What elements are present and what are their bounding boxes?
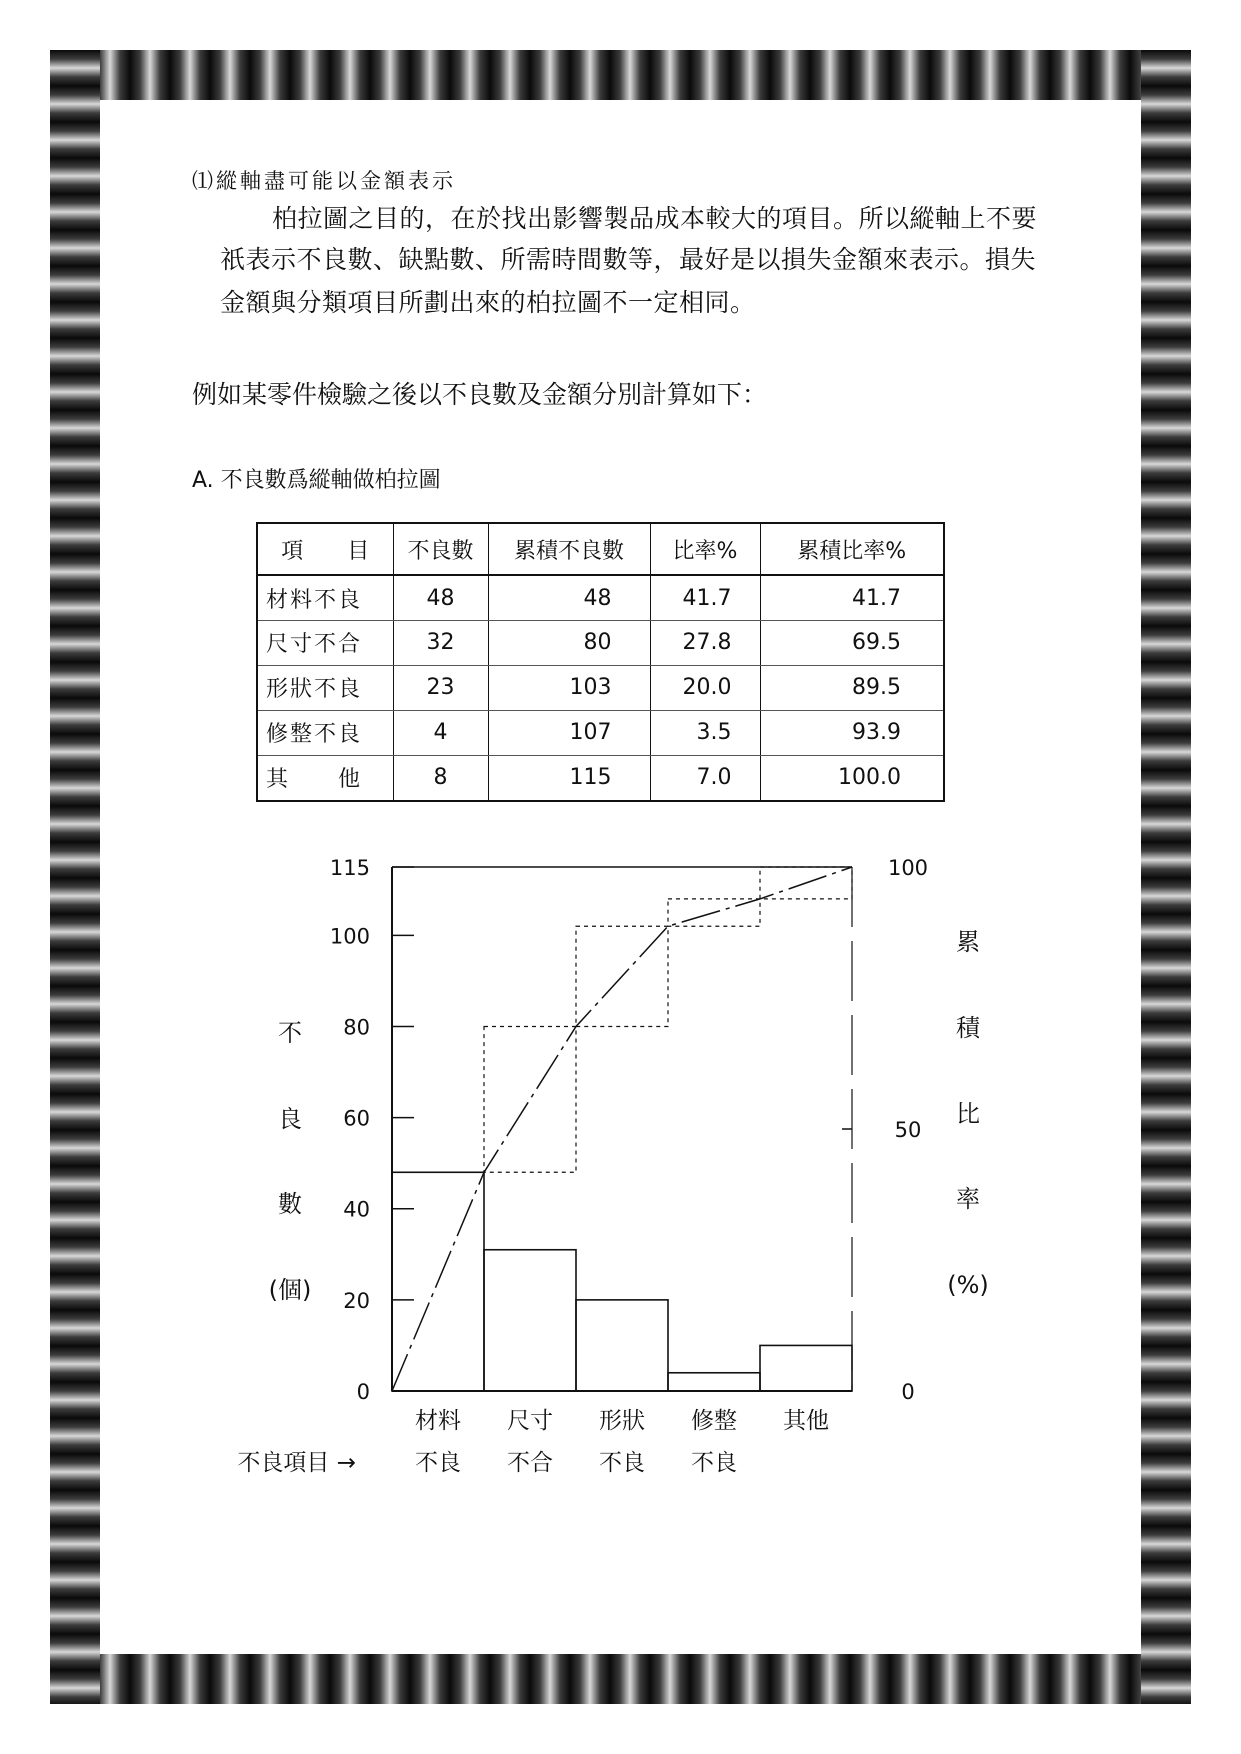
category-label: 尺寸 xyxy=(507,1408,553,1434)
cell-cumulative-ratio: 69.5 xyxy=(760,621,944,666)
y-tick-label: 115 xyxy=(329,856,370,880)
y-axis-label-char: 不 xyxy=(278,1019,302,1047)
bar xyxy=(484,1250,576,1391)
cell-cumulative: 107 xyxy=(488,710,650,755)
header-cumulative-ratio: 累積比率% xyxy=(760,523,944,575)
y-tick-label: 80 xyxy=(343,1015,370,1040)
header-item: 項 目 xyxy=(257,523,393,575)
y2-tick-label: 0 xyxy=(901,1380,915,1404)
y2-tick-label: 50 xyxy=(894,1118,922,1142)
y-tick-label: 40 xyxy=(343,1197,370,1222)
subsection-title: A. 不良數爲縱軸做柏拉圖 xyxy=(192,468,441,493)
cell-ratio: 27.8 xyxy=(650,621,760,666)
cell-defects: 48 xyxy=(393,575,488,621)
category-label: 不良 xyxy=(599,1450,645,1476)
cell-item: 修整不良 xyxy=(257,710,393,755)
y-tick-label: 20 xyxy=(343,1288,370,1313)
y-axis-label-char: 良 xyxy=(278,1105,302,1133)
paragraph-line-2: 祇表示不良數、缺點數、所需時間數等，最好是以損失金額來表示。損失 xyxy=(220,245,1037,274)
y2-tick-label: 100 xyxy=(887,856,929,880)
paragraph-line-3: 金額與分類項目所劃出來的柏拉圖不一定相同。 xyxy=(220,288,756,317)
cell-cumulative-ratio: 89.5 xyxy=(760,665,944,710)
cell-cumulative: 48 xyxy=(488,575,650,621)
x-axis-prefix: 不良項目 → xyxy=(237,1450,356,1476)
category-label: 材料 xyxy=(415,1408,461,1434)
category-label: 形狀 xyxy=(599,1408,645,1434)
category-label: 不合 xyxy=(507,1450,553,1476)
bar xyxy=(668,1373,760,1391)
section-heading: ⑴縱軸盡可能以金額表示 xyxy=(192,169,456,193)
cell-ratio: 3.5 xyxy=(650,710,760,755)
y-tick-label: 100 xyxy=(329,924,370,949)
bar xyxy=(760,1345,852,1391)
cell-cumulative: 103 xyxy=(488,665,650,710)
y-tick-label: 0 xyxy=(356,1380,370,1404)
cell-item: 形狀不良 xyxy=(257,665,393,710)
y2-axis-label-char: 累 xyxy=(956,928,980,956)
category-label: 不良 xyxy=(415,1450,461,1476)
cell-cumulative: 80 xyxy=(488,621,650,666)
cell-defects: 32 xyxy=(393,621,488,666)
category-label: 不良 xyxy=(691,1450,737,1476)
cell-cumulative-ratio: 100.0 xyxy=(760,755,944,801)
y-axis-label-char: 數 xyxy=(278,1190,302,1218)
category-label: 其他 xyxy=(783,1408,829,1434)
cumulative-line xyxy=(392,867,852,1391)
paragraph-line-1: 柏拉圖之目的，在於找出影響製品成本較大的項目。所以縱軸上不要 xyxy=(272,204,1038,233)
y-axis-label-char: (個) xyxy=(268,1276,312,1304)
y2-axis-label-char: 積 xyxy=(956,1014,980,1042)
cell-cumulative-ratio: 41.7 xyxy=(760,575,944,621)
cell-defects: 23 xyxy=(393,665,488,710)
y2-axis-label-char: 比 xyxy=(956,1100,980,1128)
cell-ratio: 20.0 xyxy=(650,665,760,710)
cell-item: 材料不良 xyxy=(257,575,393,621)
cell-item: 其 他 xyxy=(257,755,393,801)
cell-defects: 4 xyxy=(393,710,488,755)
header-defects: 不良數 xyxy=(393,523,488,575)
example-intro: 例如某零件檢驗之後以不良數及金額分別計算如下： xyxy=(192,380,768,409)
cell-ratio: 41.7 xyxy=(650,575,760,621)
cell-ratio: 7.0 xyxy=(650,755,760,801)
y2-axis-label-char: 率 xyxy=(956,1185,980,1213)
bar xyxy=(576,1300,668,1391)
cell-cumulative-ratio: 93.9 xyxy=(760,710,944,755)
y-tick-label: 60 xyxy=(343,1106,370,1131)
category-label: 修整 xyxy=(691,1408,737,1434)
cell-defects: 8 xyxy=(393,755,488,801)
cell-item: 尺寸不合 xyxy=(257,621,393,666)
header-cumulative-defects: 累積不良數 xyxy=(488,523,650,575)
header-ratio: 比率% xyxy=(650,523,760,575)
cell-cumulative: 115 xyxy=(488,755,650,801)
y2-axis-label-char: (%) xyxy=(947,1271,989,1299)
